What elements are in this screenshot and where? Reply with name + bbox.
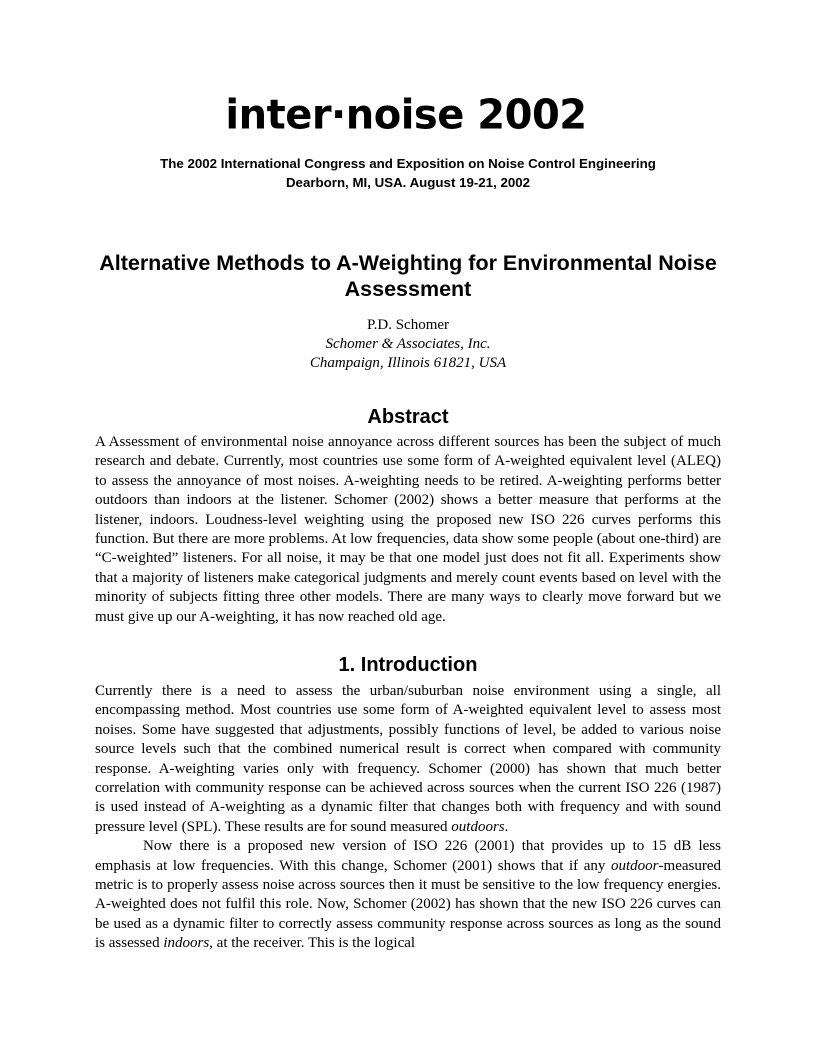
author-name: P.D. Schomer [366, 317, 450, 333]
author-block [95, 316, 721, 373]
conference-location-date: Dearborn, MI, USA. August 19-21, 2002 [285, 175, 531, 190]
intro-p1-text: Currently there is a need to assess the urban/suburban noise environment using a single, all encompassing method. Most countries use some form of A-weighted equivalent level to assess most noises. Some have suggested that adjustments, possibly functions of level, be added to various noise source levels such that the combined numerical result is correct when compared with community response. A-weighting varies only with frequency. Schomer (2000) has shown that much better correlation with community response can be achieved across sources when the current ISO 226 (1987) is used instead of A-weighting as a dynamic filter that changes both with frequency and with sound pressure level (SPL). These results are for sound measured [95, 683, 721, 835]
introduction-paragraph-2 [95, 837, 721, 953]
intro-p1-italic: outdoors [451, 818, 505, 835]
intro-p2-text-c: , at the receiver. This is the logical [209, 935, 416, 952]
abstract-text: A Assessment of environmental noise annoyance across different sources has been the subject of much research and debate. Currently, most countries use some form of A-weighted equivalent level (ALEQ) to assess the annoyance of most noises. A-weighting needs to be retired. A-weighting performs better outdoors than indoors at the listener. Schomer (2002) shows a better measure that performs at the listener, indoors. Loudness-level weighting using the proposed new ISO 226 curves performs this function. But there are more problems. At low frequencies, data show some people (about one-third) are “C-weighted” listeners. For all noise, it may be that one model just does not fit all. Experiments show that a majority of listeners make categorical judgments and merely count events based on level with the minority of subjects fitting three other models. There are many ways to clearly move forward but we must give up our A-weighting, it has now reached old age. [95, 434, 721, 625]
paper-title-line2: Assessment [344, 277, 472, 301]
paper-title [95, 250, 721, 302]
intro-p2-italic-1: outdoor [611, 857, 659, 874]
conference-name: The 2002 International Congress and Exposition on Noise Control Engineering [160, 156, 656, 171]
intro-p2-text-a: Now there is a proposed new version of ISO 226 (2001) that provides up to 15 dB less emphasis at low frequencies. With this change, Schomer (2001) shows that if any [95, 838, 721, 874]
intro-p2-italic-2: indoors [163, 935, 210, 952]
introduction-body [95, 682, 721, 954]
introduction-paragraph-1 [95, 682, 721, 837]
paper-title-line1: Alternative Methods to A-Weighting for Environmental Noise [99, 251, 717, 275]
intro-p1-end: . [504, 818, 509, 835]
abstract-heading: Abstract [367, 406, 449, 428]
author-location: Champaign, Illinois 61821, USA [309, 355, 507, 371]
logo-text: inter·noise 2002 [225, 91, 587, 139]
intro-p2-text-b: -measured metric is to properly assess noise across sources then it must be sensitive to the low frequency energies. A-weighted does not fulfil this role. Now, Schomer (2002) has shown that the new ISO 226 curves can be used as a dynamic filter to correctly assess community response across sources as long as the sound is assessed [95, 857, 721, 952]
conference-logo [95, 93, 721, 137]
introduction-heading: 1. Introduction [338, 654, 478, 676]
author-affiliation: Schomer & Associates, Inc. [325, 336, 491, 352]
